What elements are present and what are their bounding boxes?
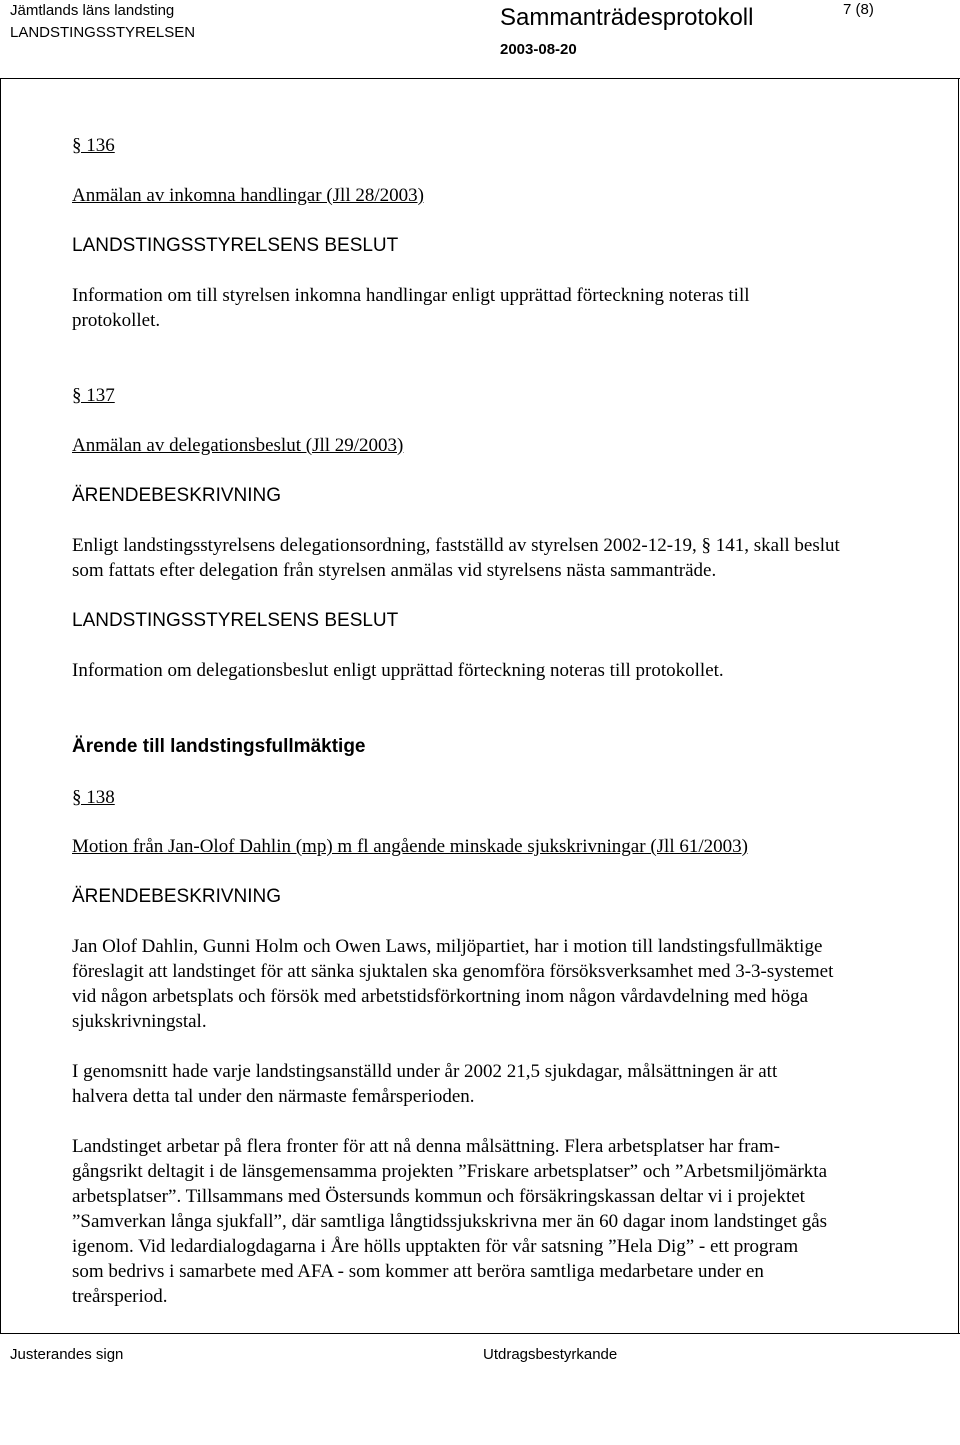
paragraph1-line: Jan Olof Dahlin, Gunni Holm och Owen Laws, miljöpartiet, har i motion till landstingsfullmäktige	[72, 936, 823, 957]
paragraph3-line: Landstinget arbetar på flera fronter för att nå denna målsättning. Flera arbetsplatser har fram-	[72, 1136, 780, 1157]
description-137-line2: som fattats efter delegation från styrelsen anmälas vid styrelsens nästa sammanträde.	[72, 560, 717, 581]
paragraph-number-138: § 138	[72, 787, 115, 808]
description-137-line1: Enligt landstingsstyrelsens delegationsordning, fastställd av styrelsen 2002-12-19, § 141, skall beslut	[72, 535, 840, 556]
paragraph3-line: ”Samverkan långa sjukfall”, där samtliga långtidssjukskrivna mer än 60 dagar inom landstinget gås	[72, 1211, 828, 1232]
decision-label-136: LANDSTINGSSTYRELSENS BESLUT	[72, 235, 399, 256]
paragraph2-line: I genomsnitt hade varje landstingsanställd under år 2002 21,5 sjukdagar, målsättningen är att	[72, 1061, 778, 1082]
footer-certification-label: Utdragsbestyrkande	[483, 1346, 618, 1363]
paragraph3-line: igenom. Vid ledardialogdagarna i Åre hölls upptakten för vår satsning ”Hela Dig” - ett program	[72, 1236, 799, 1257]
paragraph3-line: gångsrikt deltagit i de länsgemensamma projekten ”Friskare arbetsplatser” och ”Arbetsmiljömärkta	[72, 1161, 827, 1182]
section-heading: Ärende till landstingsfullmäktige	[72, 736, 366, 757]
footer-signature-label: Justerandes sign	[10, 1346, 124, 1363]
paragraph2-line: halvera detta tal under den närmaste femårsperioden.	[72, 1086, 475, 1107]
paragraph1-line: föreslagit att landstinget för att sänka sjuktalen ska genomföra försöksverksamhet med 3-3-systemet	[72, 961, 834, 982]
decision-text-136-line2: protokollet.	[72, 310, 161, 331]
item-heading-138: Motion från Jan-Olof Dahlin (mp) m fl angående minskade sjukskrivningar (Jll 61/2003)	[72, 836, 748, 857]
item-heading-136: Anmälan av inkomna handlingar (Jll 28/2003)	[72, 185, 424, 206]
organization-name: Jämtlands läns landsting	[10, 2, 175, 19]
frame-line-left	[0, 78, 1, 1333]
frame-line-right	[958, 78, 959, 1333]
organization-block	[10, 0, 195, 44]
paragraph-number-136: § 136	[72, 135, 115, 156]
organization-unit: LANDSTINGSSTYRELSEN	[10, 24, 196, 41]
paragraph-number-137: § 137	[72, 385, 115, 406]
paragraph1-line: sjukskrivningstal.	[72, 1011, 207, 1032]
paragraph3-line: treårsperiod.	[72, 1286, 168, 1307]
description-label-138: ÄRENDEBESKRIVNING	[72, 886, 282, 907]
page-number: 7 (8)	[843, 1, 874, 18]
decision-label-137: LANDSTINGSSTYRELSENS BESLUT	[72, 610, 399, 631]
frame-line-bottom	[0, 1333, 960, 1334]
paragraph3-line: som bedrivs i samarbete med AFA - som kommer att beröra samtliga medarbetare under en	[72, 1261, 764, 1282]
paragraph1-line: vid någon arbetsplats och försök med arbetstidsförkortning inom någon vårdavdelning med höga	[72, 986, 809, 1007]
decision-text-136-line1: Information om till styrelsen inkomna handlingar enligt upprättad förteckning noteras till	[72, 285, 750, 306]
item-heading-137: Anmälan av delegationsbeslut (Jll 29/2003)	[72, 435, 404, 456]
frame-line-top	[0, 78, 960, 79]
document-title: Sammanträdesprotokoll	[500, 4, 754, 31]
paragraph3-line: arbetsplatser”. Tillsammans med Östersunds kommun och försäkringskassan deltar vi i projektet	[72, 1186, 805, 1207]
description-label-137: ÄRENDEBESKRIVNING	[72, 485, 282, 506]
decision-text-137: Information om delegationsbeslut enligt upprättad förteckning noteras till protokollet.	[72, 660, 724, 681]
document-date: 2003-08-20	[500, 41, 577, 58]
